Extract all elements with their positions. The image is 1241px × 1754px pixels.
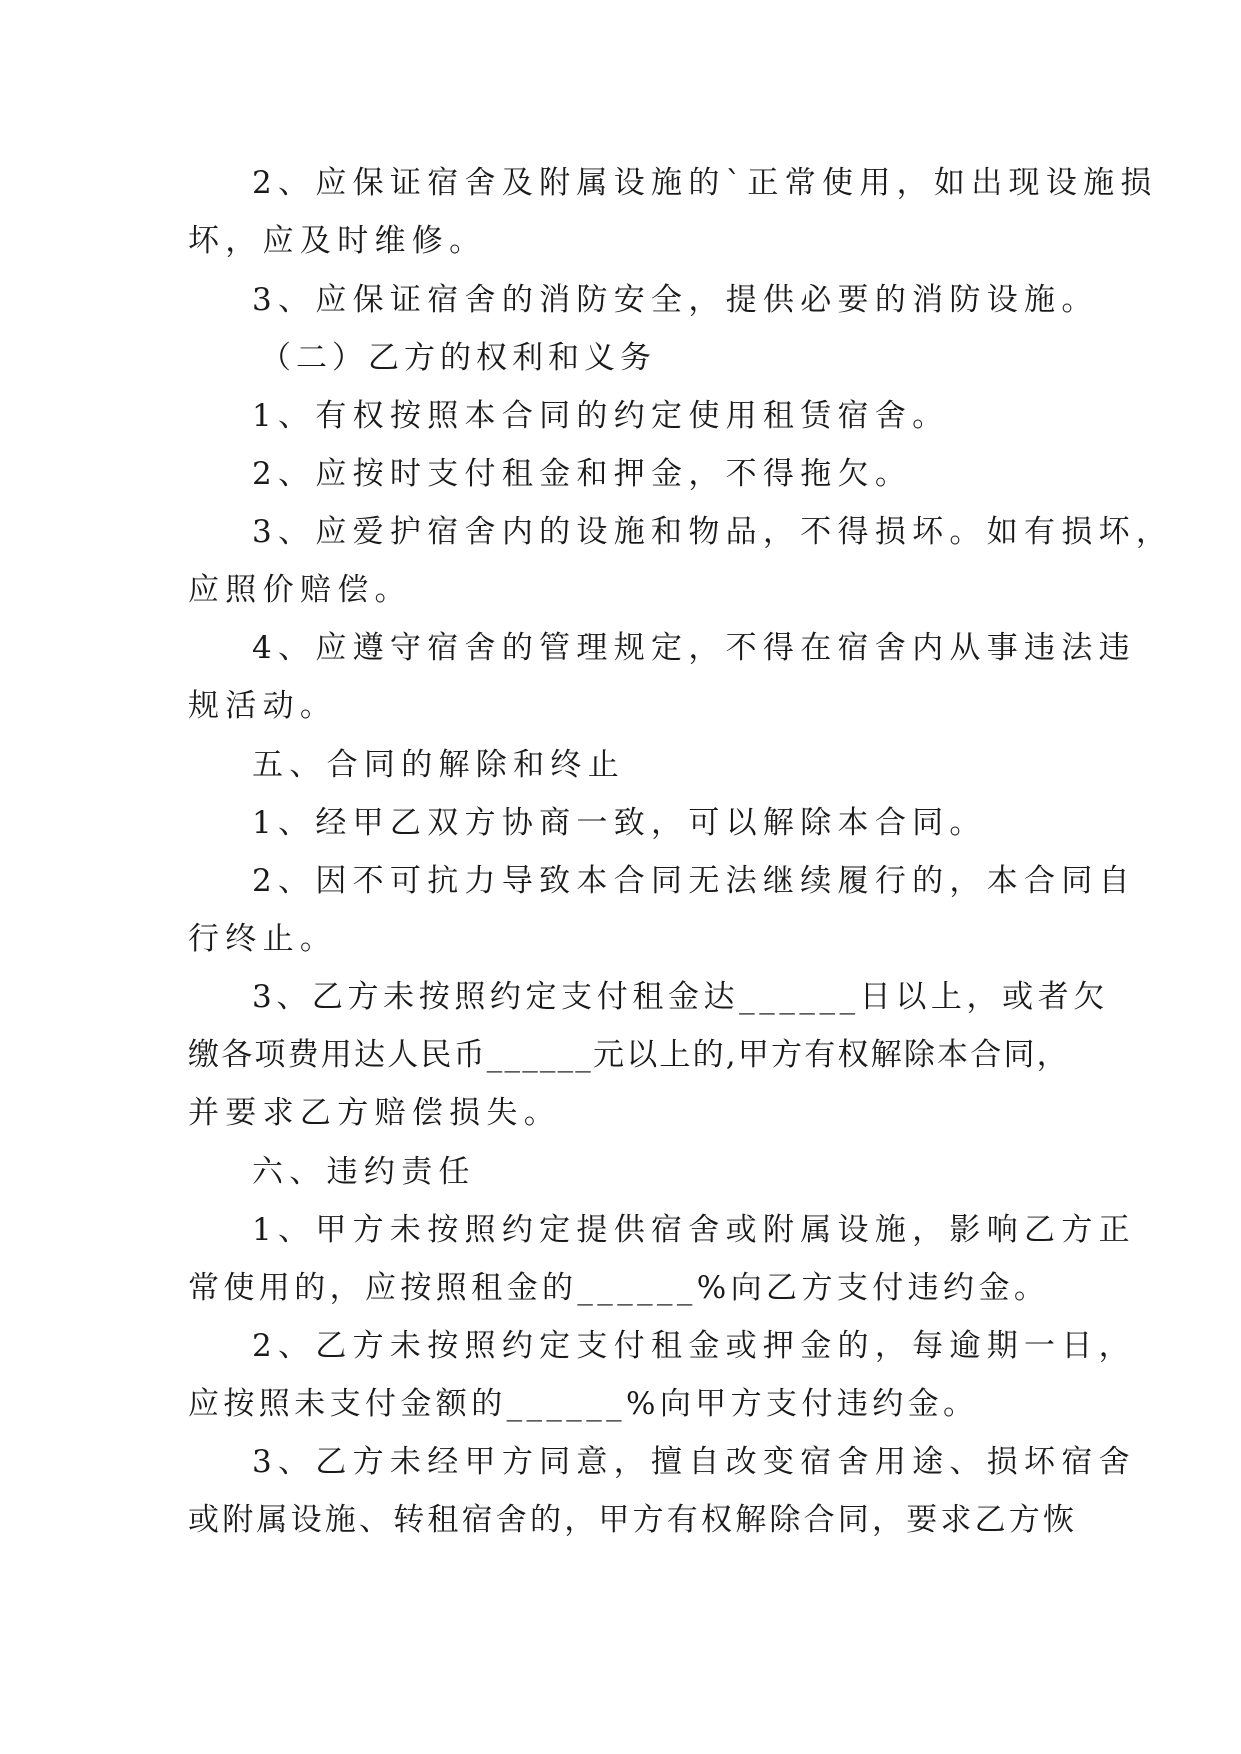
paragraph-line: 行终止。 <box>188 921 338 957</box>
paragraph-line: 并要求乙方赔偿损失。 <box>188 1095 561 1131</box>
paragraph-line: 2、乙方未按照约定支付租金或押金的，每逾期一日， <box>252 1328 1136 1364</box>
paragraph-line: 应按照未支付金额的______%向甲方支付违约金。 <box>188 1386 979 1422</box>
paragraph-line: 常使用的，应按照租金的______%向乙方支付违约金。 <box>188 1270 1050 1306</box>
paragraph-line: 缴各项费用达人民币______元以上的,甲方有权解除本合同， <box>188 1037 1070 1073</box>
paragraph-line: 或附属设施、转租宿舍的，甲方有权解除合同，要求乙方恢 <box>188 1502 1078 1538</box>
paragraph-line: 规活动。 <box>188 688 338 724</box>
section-heading: 六、违约责任 <box>252 1154 476 1190</box>
section-subheading: （二）乙方的权利和义务 <box>260 340 656 376</box>
paragraph-line: 1、甲方未按照约定提供宿舍或附属设施，影响乙方正 <box>252 1212 1136 1248</box>
paragraph-line: 4、应遵守宿舍的管理规定，不得在宿舍内从事违法违 <box>252 630 1136 666</box>
paragraph-line: 2、应按时支付租金和押金，不得拖欠。 <box>252 456 913 492</box>
paragraph-line: 2、因不可抗力导致本合同无法继续履行的，本合同自 <box>252 863 1136 899</box>
paragraph-line: 3、应爱护宿舍内的设施和物品，不得损坏。如有损坏， <box>252 514 1174 550</box>
paragraph-line: 3、乙方未经甲方同意，擅自改变宿舍用途、损坏宿舍 <box>252 1444 1136 1480</box>
paragraph-line: 2、应保证宿舍及附属设施的`正常使用，如出现设施损 <box>252 165 1158 201</box>
section-heading: 五、合同的解除和终止 <box>252 747 625 783</box>
paragraph-line: 1、有权按照本合同的约定使用租赁宿舍。 <box>252 398 950 434</box>
paragraph-line: 1、经甲乙双方协商一致，可以解除本合同。 <box>252 805 987 841</box>
paragraph-line: 坏，应及时维修。 <box>188 223 487 259</box>
paragraph-line: 应照价赔偿。 <box>188 572 412 608</box>
paragraph-line: 3、应保证宿舍的消防安全，提供必要的消防设施。 <box>252 282 1099 318</box>
paragraph-line: 3、乙方未按照约定支付租金达______日以上，或者欠 <box>252 979 1109 1015</box>
